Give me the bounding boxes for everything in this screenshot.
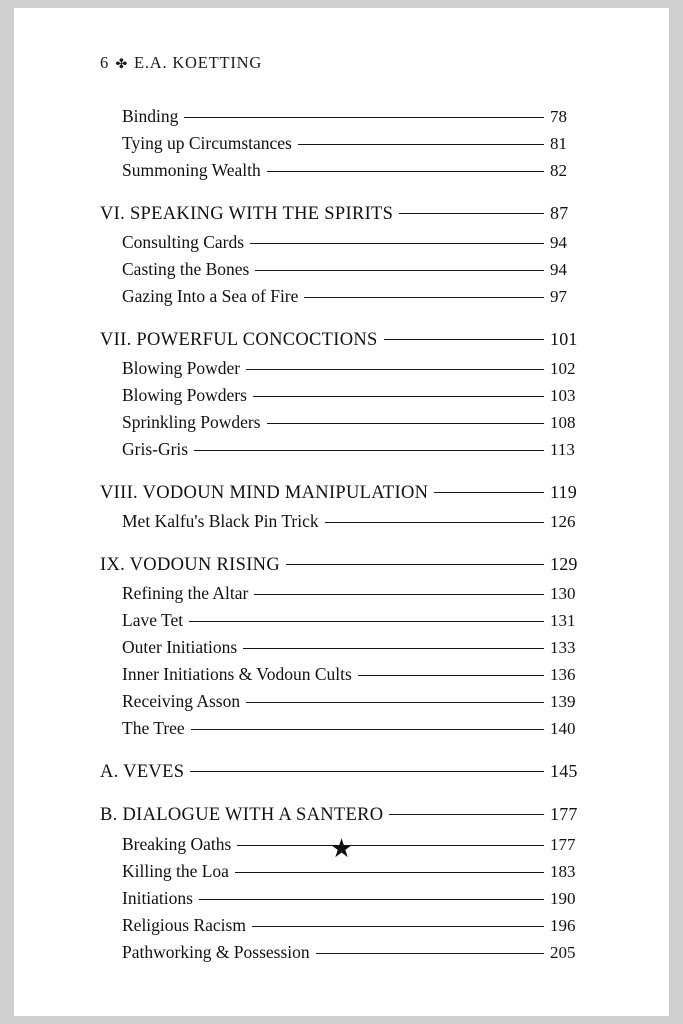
toc-entry-title: VI. SPEAKING WITH THE SPIRITS	[100, 203, 394, 224]
toc-leader-line	[393, 200, 550, 219]
toc-entry-page-number: 94	[550, 233, 567, 252]
toc-entry-title: Inner Initiations & Vodoun Cults	[122, 664, 352, 684]
toc-entry-page-number: 103	[550, 386, 576, 405]
toc-leader-line	[246, 913, 550, 931]
toc-leader-line	[261, 159, 550, 177]
toc-entry-title: VIII. VODOUN MIND MANIPULATION	[100, 482, 429, 503]
toc-entry[interactable]	[100, 200, 590, 225]
toc-entry-title: Pathworking & Possession	[122, 941, 310, 962]
toc-entry-title: Gazing Into a Sea of Fire	[122, 286, 299, 306]
toc-entry-page-number: 101	[550, 328, 578, 349]
toc-entry-title: The Tree	[122, 718, 185, 738]
toc-entry[interactable]	[122, 438, 590, 461]
toc-entry[interactable]	[122, 285, 590, 308]
toc-entry-page-number: 190	[550, 888, 576, 908]
toc-entry-page-number: 140	[550, 719, 576, 738]
toc-leader-line	[261, 411, 550, 429]
book-page	[14, 8, 669, 1016]
toc-entry[interactable]	[122, 132, 590, 155]
toc-entry[interactable]	[122, 411, 590, 434]
toc-leader-line	[240, 357, 550, 375]
toc-leader-line	[240, 690, 550, 708]
toc-entry-page-number: 119	[550, 481, 577, 502]
toc-entry-title: B. DIALOGUE WITH A SANTERO	[100, 805, 384, 825]
toc-entry-title: IX. VODOUN RISING	[100, 554, 280, 575]
toc-leader-line	[188, 438, 550, 456]
toc-leader-line	[184, 758, 550, 777]
toc-leader-line	[249, 258, 550, 276]
toc-entry[interactable]	[122, 940, 590, 963]
toc-entry[interactable]	[100, 479, 590, 504]
toc-entry-title: Breaking Oaths	[122, 833, 232, 854]
toc-leader-line	[292, 132, 550, 150]
toc-entry-page-number: 205	[550, 942, 576, 962]
toc-leader-line	[193, 886, 550, 904]
section-ornament-icon: ★	[329, 834, 354, 863]
toc-entry-page-number: 87	[550, 202, 569, 223]
running-header	[100, 53, 262, 73]
toc-entry[interactable]	[122, 636, 590, 659]
toc-leader-line	[244, 231, 550, 249]
toc-entry-title: Religious Racism	[122, 914, 246, 935]
toc-entry-title: Killing the Loa	[122, 860, 229, 881]
toc-entry-page-number: 81	[550, 134, 567, 153]
toc-entry[interactable]	[122, 859, 590, 882]
toc-leader-line	[183, 609, 550, 627]
toc-entry[interactable]	[122, 231, 590, 254]
toc-entry[interactable]	[100, 802, 590, 827]
toc-entry-page-number: 183	[550, 861, 576, 881]
toc-leader-line	[428, 479, 550, 498]
toc-leader-line	[298, 285, 550, 303]
toc-entry-title: Initiations	[122, 887, 193, 908]
toc-entry-title: Tying up Circumstances	[122, 133, 292, 153]
toc-entry-page-number: 102	[550, 359, 576, 378]
toc-entry-title: Binding	[122, 106, 179, 126]
toc-entry-title: Consulting Cards	[122, 232, 245, 252]
toc-leader-line	[378, 326, 550, 345]
toc-leader-line	[352, 663, 550, 681]
toc-entry-page-number: 126	[550, 512, 576, 531]
toc-entry-page-number: 82	[550, 161, 567, 180]
toc-entry-page-number: 145	[550, 760, 578, 781]
toc-entry[interactable]	[122, 510, 590, 533]
toc-leader-line	[185, 717, 550, 735]
toc-entry[interactable]	[122, 105, 590, 128]
toc-entry-page-number: 108	[550, 413, 576, 432]
toc-entry-title: Receiving Asson	[122, 691, 241, 711]
toc-leader-line	[248, 582, 550, 600]
toc-leader-line	[237, 636, 550, 654]
toc-entry-title: Blowing Powders	[122, 385, 247, 405]
toc-entry[interactable]	[100, 551, 590, 576]
toc-entry-title: Gris-Gris	[122, 439, 189, 459]
toc-entry-title: Met Kalfu's Black Pin Trick	[122, 511, 319, 531]
toc-entry-title: Lave Tet	[122, 610, 184, 630]
toc-entry[interactable]	[100, 758, 590, 783]
toc-entry-title: Casting the Bones	[122, 259, 250, 279]
header-ornament-icon: ✤	[115, 56, 128, 71]
toc-entry[interactable]	[122, 258, 590, 281]
header-author-name: E.A. KOETTING	[133, 53, 263, 72]
toc-entry[interactable]	[122, 384, 590, 407]
toc-entry[interactable]	[122, 690, 590, 713]
toc-entry-page-number: 94	[550, 260, 567, 279]
toc-entry-title: Summoning Wealth	[122, 160, 261, 180]
toc-entry-page-number: 136	[550, 665, 576, 684]
toc-leader-line	[310, 940, 550, 958]
toc-entry[interactable]	[122, 717, 590, 740]
toc-leader-line	[247, 384, 550, 402]
toc-entry[interactable]	[122, 886, 590, 909]
toc-entry-page-number: 129	[550, 553, 578, 574]
toc-entry-title: Sprinkling Powders	[122, 412, 261, 432]
toc-entry-page-number: 97	[550, 287, 567, 306]
toc-entry-title: Blowing Powder	[122, 358, 241, 378]
toc-entry-title: Refining the Altar	[122, 583, 249, 603]
toc-entry-page-number: 133	[550, 638, 576, 657]
toc-entry[interactable]	[122, 582, 590, 605]
toc-entry-page-number: 139	[550, 692, 576, 711]
toc-entry-title: A. VEVES	[100, 761, 185, 782]
toc-entry[interactable]	[100, 326, 590, 351]
toc-entry[interactable]	[122, 609, 590, 632]
toc-entry-title: Outer Initiations	[122, 637, 238, 657]
toc-entry-page-number: 196	[550, 915, 576, 935]
toc-leader-line	[319, 510, 550, 528]
toc-entry[interactable]	[122, 357, 590, 380]
toc-entry[interactable]	[122, 913, 590, 936]
toc-leader-line	[178, 105, 550, 123]
page-folio-number: 6	[100, 53, 109, 72]
toc-entry-page-number: 177	[550, 804, 578, 824]
toc-leader-line	[280, 551, 550, 570]
toc-entry[interactable]	[122, 663, 590, 686]
toc-entry-title: VII. POWERFUL CONCOCTIONS	[100, 329, 378, 350]
toc-entry-page-number: 177	[550, 834, 576, 854]
toc-entry-page-number: 131	[550, 611, 576, 630]
toc-entry[interactable]	[122, 159, 590, 182]
toc-leader-line	[383, 802, 550, 821]
toc-entry-page-number: 130	[550, 584, 576, 603]
toc-entry-page-number: 78	[550, 107, 567, 126]
toc-entry-page-number: 113	[550, 440, 575, 459]
